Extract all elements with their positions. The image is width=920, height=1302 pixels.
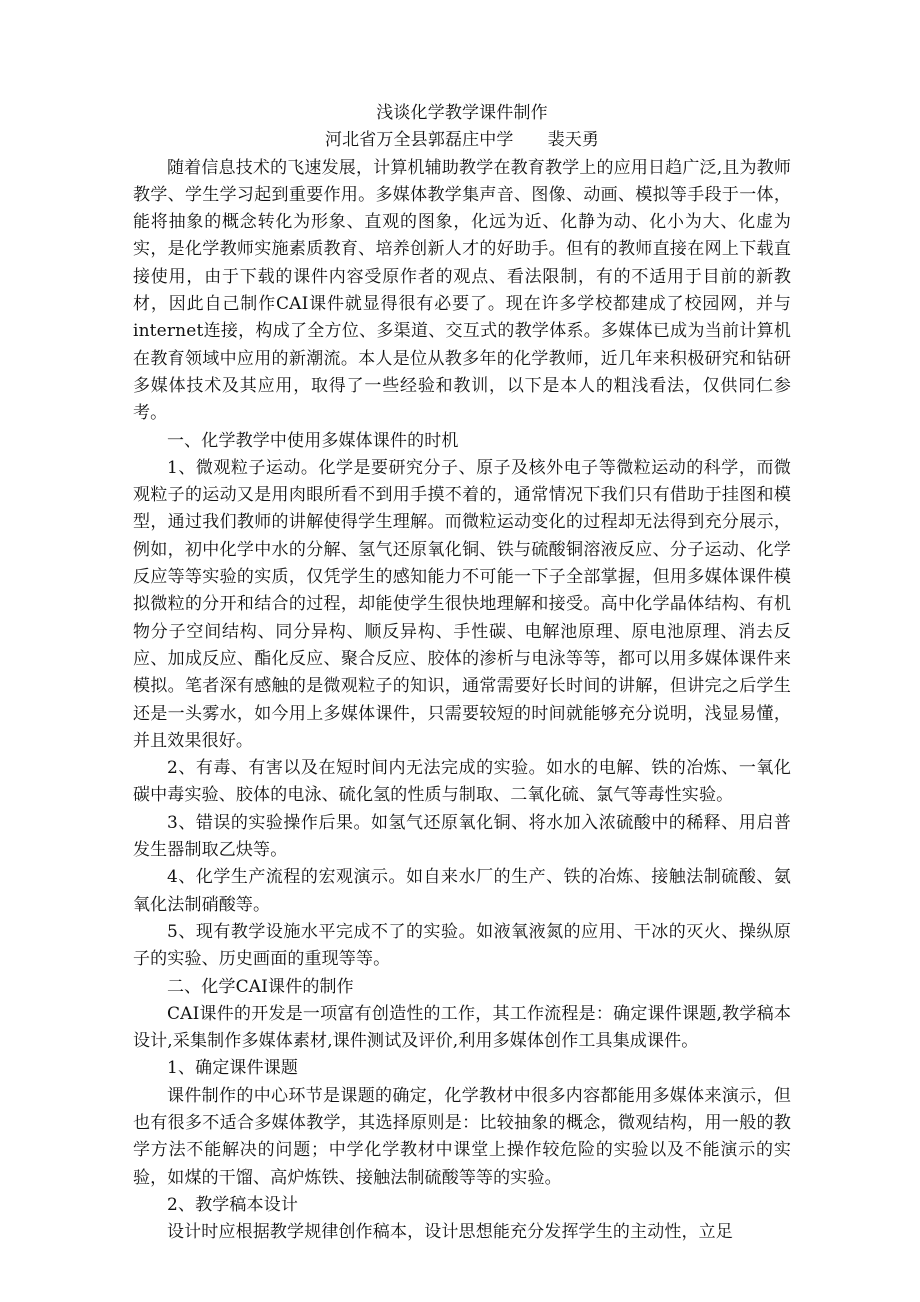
body-paragraph: 4、化学生产流程的宏观演示。如自来水厂的生产、铁的冶炼、接触法制硫酸、氨氧化法制硝酸等。 <box>133 867 791 915</box>
author-name: 裴天勇 <box>547 130 600 151</box>
subsection-heading: 2、教学稿本设计 <box>167 1194 299 1215</box>
intro-paragraph: 随着信息技术的飞速发展，计算机辅助教学在教育教学上的应用日趋广泛,且为教师教学、学生学习起到重要作用。多媒体教学集声音、图像、动画、模拟等手段于一体，能将抽象的概念转化为形象、直观的图象，化远为近、化静为动、化小为大、化虚为实，是化学教师实施素质教育、培养创新人才的好助手。但有的教师直接在网上下载直接使用，由于下载的课件内容受原作者的观点、看法限制，有的不适用于目前的新教材，因此自己制作CAI课件就显得很有必要了。现在许多学校都建成了校园网，并与internet连接，构成了全方位、多渠道、交互式的教学体系。多媒体已成为当前计算机在教育领域中应用的新潮流。本人是位从教多年的化学教师，近几年来积极研究和钻研多媒体技术及其应用，取得了一些经验和教训，以下是本人的粗浅看法，仅供同仁参考。 <box>133 157 791 424</box>
body-paragraph: 1、微观粒子运动。化学是要研究分子、原子及核外电子等微粒运动的科学，而微观粒子的运动又是用肉眼所看不到用手摸不着的，通常情况下我们只有借助于挂图和模型，通过我们教师的讲解使得学生理解。而微粒运动变化的过程却无法得到充分展示，例如，初中化学中水的分解、氢气还原氧化铜、铁与硫酸铜溶液反应、分子运动、化学反应等等实验的实质，仅凭学生的感知能力不可能一下子全部掌握，但用多媒体课件模拟微粒的分开和结合的过程，却能使学生很快地理解和接受。高中化学晶体结构、有机物分子空间结构、同分异构、顺反异构、手性碳、电解池原理、原电池原理、消去反应、加成反应、酯化反应、聚合反应、胶体的渗析与电泳等等，都可以用多媒体课件来模拟。笔者深有感触的是微观粒子的知识，通常需要好长时间的讲解，但讲完之后学生还是一头雾水，如今用上多媒体课件，只需要较短的时间就能够充分说明，浅显易懂，并且效果很好。 <box>133 457 791 751</box>
document-title: 浅谈化学教学课件制作 <box>376 103 548 123</box>
section-heading-1: 一、化学教学中使用多媒体课件的时机 <box>167 430 459 451</box>
body-paragraph: 课件制作的中心环节是课题的确定，化学教材中很多内容都能用多媒体来演示，但也有很多不适合多媒体教学，其选择原则是：比较抽象的概念，微观结构，用一般的教学方法不能解决的问题；中学化学教材中课堂上操作较危险的实验以及不能演示的实验，如煤的干馏、高炉炼铁、接触法制硫酸等等的实验。 <box>133 1085 791 1188</box>
body-paragraph: 2、有毒、有害以及在短时间内无法完成的实验。如水的电解、铁的冶炼、一氧化碳中毒实验、胶体的电泳、硫化氢的性质与制取、二氧化硫、氯气等毒性实验。 <box>133 758 791 806</box>
body-paragraph: CAI课件的开发是一项富有创造性的工作，其工作流程是：确定课件课题,教学稿本设计,采集制作多媒体素材,课件测试及评价,利用多媒体创作工具集成课件。 <box>133 1003 791 1052</box>
body-paragraph: 设计时应根据教学规律创作稿本，设计思想能充分发挥学生的主动性，立足 <box>167 1222 733 1243</box>
body-paragraph: 5、现有教学设施水平完成不了的实验。如液氧液氮的应用、干冰的灭火、操纵原子的实验、历史画面的重现等等。 <box>133 921 791 970</box>
section-heading-2: 二、化学CAI课件的制作 <box>167 976 354 997</box>
subsection-heading: 1、确定课件课题 <box>167 1058 299 1079</box>
body-paragraph: 3、错误的实验操作后果。如氢气还原氧化铜、将水加入浓硫酸中的稀释、用启普发生器制取乙炔等。 <box>133 812 791 861</box>
document-page <box>133 100 791 1246</box>
author-line <box>133 127 791 154</box>
author-school: 河北省万全县郭磊庄中学 <box>324 130 514 151</box>
